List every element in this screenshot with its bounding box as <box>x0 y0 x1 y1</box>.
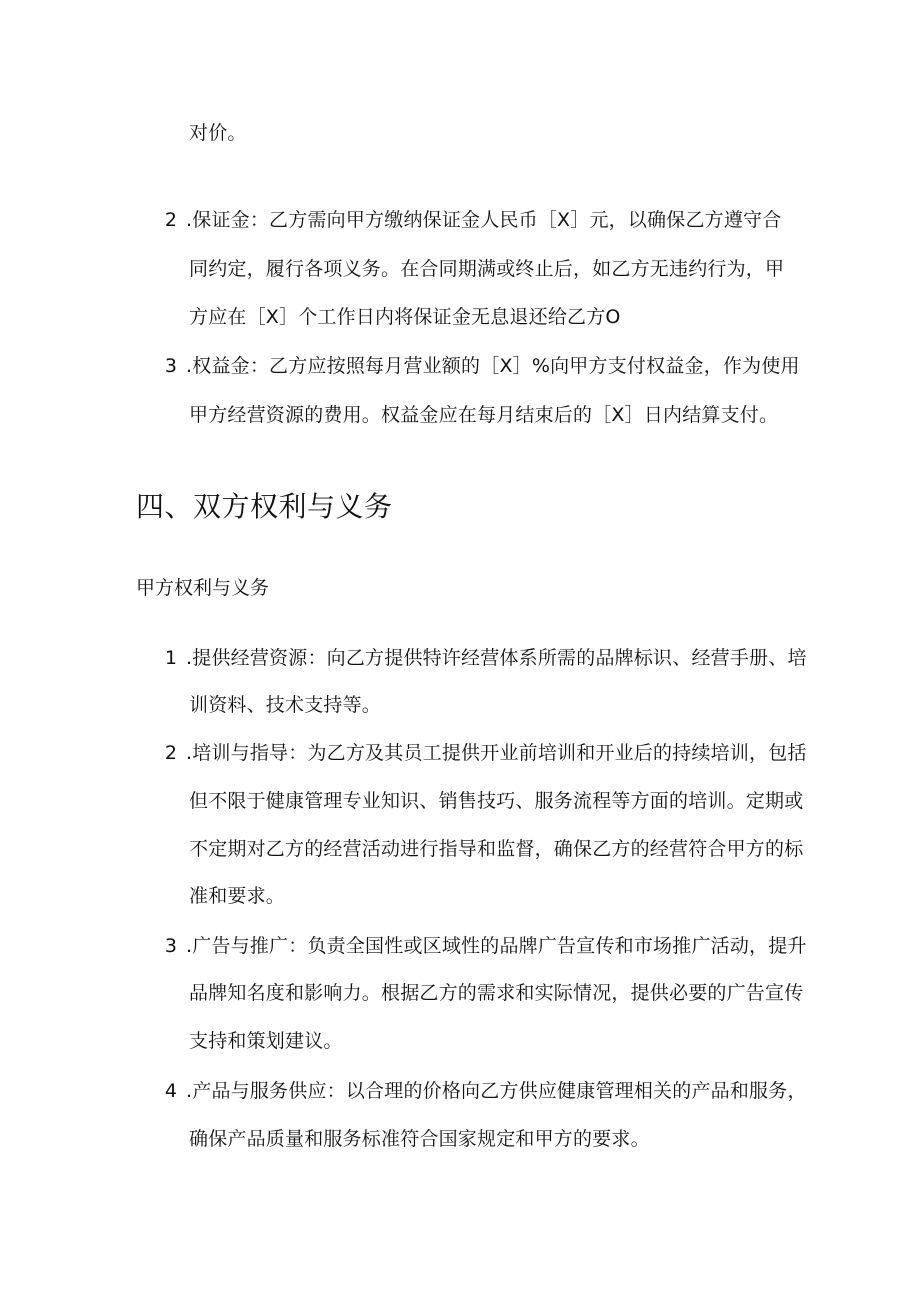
item-line: 支持和策划建议。 <box>189 1030 343 1052</box>
item-line: .产品与服务供应：以合理的价格向乙方供应健康管理相关的产品和服务， <box>186 1080 807 1102</box>
section-heading: 四、双方权利与义务 <box>136 490 393 523</box>
item-number: 2 <box>164 742 177 764</box>
item-number: 3 <box>164 935 177 957</box>
item-line: 甲方经营资源的费用。权益金应在每月结束后的［X］日内结算支付。 <box>189 404 779 426</box>
item-line: .提供经营资源：向乙方提供特许经营体系所需的品牌标识、经营手册、培 <box>186 647 807 669</box>
item-line: .权益金：乙方应按照每月营业额的［X］%向甲方支付权益金，作为使用 <box>186 355 800 377</box>
item-line: .广告与推广：负责全国性或区域性的品牌广告宣传和市场推广活动，提升 <box>186 935 807 957</box>
item-line: .培训与指导：为乙方及其员工提供开业前培训和开业后的持续培训，包括 <box>186 742 807 764</box>
item-line: 不定期对乙方的经营活动进行指导和监督，确保乙方的经营符合甲方的标 <box>189 838 804 860</box>
subheading: 甲方权利与义务 <box>136 577 270 599</box>
item-number: 2 <box>164 209 177 231</box>
item-line: 准和要求。 <box>189 885 286 907</box>
item-number: 4 <box>164 1080 177 1102</box>
item-line: 训资料、技术支持等。 <box>189 694 382 716</box>
item-line: .保证金：乙方需向甲方缴纳保证金人民币［X］元，以确保乙方遵守合 <box>186 209 782 231</box>
item-line: 确保产品质量和服务标准符合国家规定和甲方的要求。 <box>189 1128 650 1150</box>
item-number: 3 <box>164 355 177 377</box>
item-number: 1 <box>164 647 177 669</box>
item-line: 同约定，履行各项义务。在合同期满或终止后，如乙方无违约行为，甲 <box>189 258 785 280</box>
item-line: 但不限于健康管理专业知识、销售技巧、服务流程等方面的培训。定期或 <box>189 790 804 812</box>
continuation-text: 对价。 <box>189 122 247 144</box>
item-line: 品牌知名度和影响力。根据乙方的需求和实际情况，提供必要的广告宣传 <box>189 982 804 1004</box>
item-line: 方应在［X］个工作日内将保证金无息退还给乙方O <box>189 306 621 328</box>
